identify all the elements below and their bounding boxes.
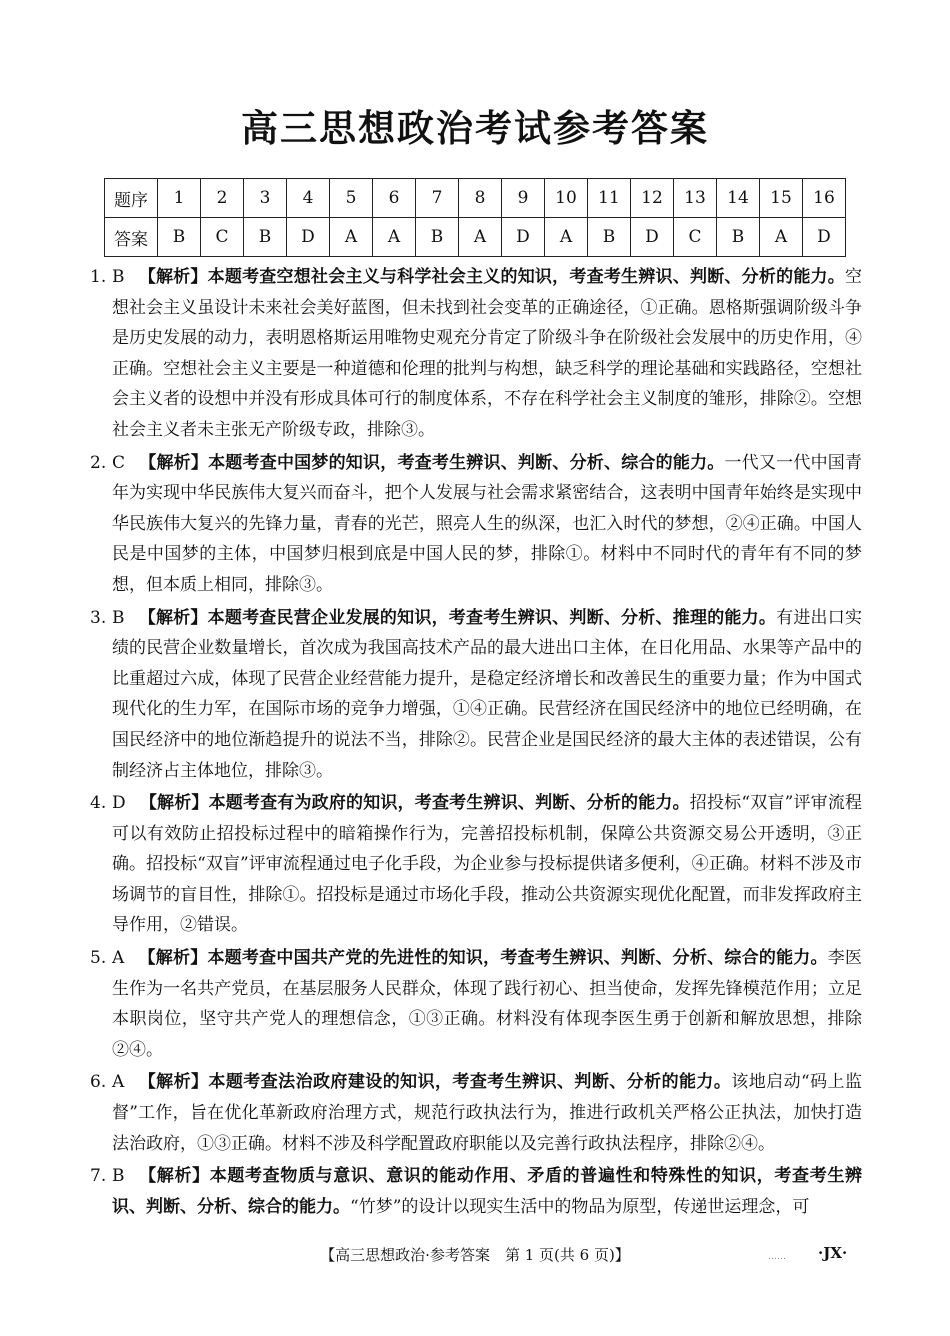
item-number: 4. [90, 793, 107, 814]
explanation-item [90, 603, 862, 787]
item-analysis-heading: 【解析】本题考查空想社会主义与科学社会主义的知识，考查考生辨识、判断、分析的能力。 [138, 267, 845, 287]
item-number: 5. [90, 948, 107, 969]
answer-cell: A [760, 218, 803, 257]
answer-cell: D [803, 218, 846, 257]
item-analysis-heading: 【解析】本题考查物质与意识、意识的能动作用、矛盾的普遍性和特殊性的知识，考查考生辨识、判断、分析、综合的能力。 [112, 1166, 862, 1217]
question-number-cell: 13 [674, 179, 717, 218]
answer-cell: B [588, 218, 631, 257]
question-number-cell: 14 [717, 179, 760, 218]
page-title: 高三思想政治考试参考答案 [241, 107, 709, 150]
question-number-cell: 15 [760, 179, 803, 218]
answer-cell: B [158, 218, 201, 257]
answer-cell: B [717, 218, 760, 257]
explanation-list [90, 262, 862, 1224]
question-number-cell: 11 [588, 179, 631, 218]
item-number: 6. [90, 1072, 107, 1093]
item-answer: B [112, 607, 125, 628]
answer-cell: C [201, 218, 244, 257]
item-analysis-text: 招投标“双盲”评审流程可以有效防止招投标过程中的暗箱操作行为，完善招投标机制，保障公共资源交易公开透明，③正确。招投标“双盲”评审流程通过电子化手段，为企业参与投标提供诸多便利，④正确。材料不涉及市场调节的盲目性，排除①。招投标是通过市场化手段，推动公共资源实现优化配置，而非发挥政府主导作用，②错误。 [112, 793, 863, 936]
explanation-item [90, 1067, 862, 1159]
footer-code: ·JX· [818, 1244, 848, 1262]
answer-header: 答案 [105, 218, 158, 257]
item-number: 2. [90, 452, 107, 473]
item-number: 3. [90, 607, 107, 628]
explanation-item [90, 448, 862, 601]
question-number-cell: 5 [330, 179, 373, 218]
item-answer: A [112, 1072, 125, 1093]
item-analysis-text: 一代又一代中国青年为实现中华民族伟大复兴而奋斗，把个人发展与社会需求紧密结合，这表明中国青年始终是实现中华民族伟大复兴的先锋力量，青春的光芒，照亮人生的纵深，也汇入时代的梦想，②④正确。中国人民是中国梦的主体，中国梦归根到底是中国人民的梦，排除①。材料中不同时代的青年有不同的梦想，但本质上相同，排除③。 [112, 452, 863, 595]
item-analysis-text: 有进出口实绩的民营企业数量增长，首次成为我国高技术产品的最大进出口主体，在日化用品、水果等产品中的比重超过六成，体现了民营企业经营能力提升，是稳定经济增长和改善民生的重要力量；作为中国式现代化的生力军，在国际市场的竞争力增强，①④正确。民营经济在国民经济中的地位已经明确，在国民经济中的地位渐趋提升的说法不当，排除②。民营企业是国民经济的最大主体的表述错误，公有制经济占主体地位，排除③。 [112, 607, 862, 781]
answer-cell: D [631, 218, 674, 257]
answer-cell: B [416, 218, 459, 257]
item-analysis-text: “竹梦”的设计以现实生活中的物品为原型，传递世运理念，可 [350, 1196, 810, 1217]
item-answer: B [112, 267, 125, 287]
item-answer: A [112, 948, 125, 969]
item-analysis-text: 该地启动“码上监督”工作，旨在优化革新政府治理方式，规范行政执法行为，推进行政机关严格公正执法，加快打造法治政府，①③正确。材料不涉及科学配置政府职能以及完善行政执法程序，排除②④。 [112, 1072, 862, 1154]
item-analysis-heading: 【解析】本题考查中国梦的知识，考查考生辨识、判断、分析、综合的能力。 [139, 452, 725, 473]
item-analysis-heading: 【解析】本题考查有为政府的知识，考查考生辨识、判断、分析的能力。 [139, 793, 690, 814]
item-analysis-text: 空想社会主义虽设计未来社会美好蓝图，但未找到社会变革的正确途径，①正确。恩格斯强调阶级斗争是历史发展的动力，表明恩格斯运用唯物史观充分肯定了阶级斗争在阶级社会发展中的历史作用，④正确。空想社会主义主要是一种道德和伦理的批判与构想，缺乏科学的理论基础和实践路径，空想社会主义者的设想中并没有形成具体可行的制度体系，不存在科学社会主义制度的雏形，排除②。空想社会主义者未主张无产阶级专政，排除③。 [112, 267, 862, 440]
explanation-item [90, 1161, 862, 1222]
answer-cell: A [330, 218, 373, 257]
item-answer: B [112, 1166, 125, 1187]
answer-table [104, 178, 846, 257]
footer-dots: …… [768, 1252, 786, 1262]
question-number-cell: 1 [158, 179, 201, 218]
answer-row [105, 218, 846, 257]
question-number-header: 题序 [105, 179, 158, 218]
question-number-cell: 3 [244, 179, 287, 218]
answer-cell: A [459, 218, 502, 257]
answer-cell: D [502, 218, 545, 257]
answer-cell: D [287, 218, 330, 257]
item-answer: C [112, 452, 126, 473]
answer-cell: B [244, 218, 287, 257]
item-analysis-text: 李医生作为一名共产党员，在基层服务人民群众，体现了践行初心、担当使命，发挥先锋模范作用；立足本职岗位，坚守共产党人的理想信念，①③正确。材料没有体现李医生勇于创新和解放思想，排除②④。 [112, 948, 863, 1060]
question-number-cell: 16 [803, 179, 846, 218]
answer-cell: C [674, 218, 717, 257]
explanation-item [90, 943, 862, 1065]
item-analysis-heading: 【解析】本题考查民营企业发展的知识，考查考生辨识、判断、分析、推理的能力。 [138, 607, 777, 628]
question-number-cell: 7 [416, 179, 459, 218]
question-number-cell: 2 [201, 179, 244, 218]
question-number-cell: 12 [631, 179, 674, 218]
item-analysis-heading: 【解析】本题考查法治政府建设的知识，考查考生辨识、判断、分析的能力。 [138, 1072, 732, 1093]
item-number: 1. [90, 267, 107, 287]
question-number-cell: 10 [545, 179, 588, 218]
explanation-item [90, 262, 862, 446]
answer-cell: A [373, 218, 416, 257]
explanation-item [90, 788, 862, 941]
question-number-cell: 4 [287, 179, 330, 218]
question-number-cell: 6 [373, 179, 416, 218]
item-number: 7. [90, 1166, 107, 1187]
item-analysis-heading: 【解析】本题考查中国共产党的先进性的知识，考查考生辨识、判断、分析、综合的能力。 [138, 948, 828, 969]
question-number-row [105, 179, 846, 218]
page-footer: 【高三思想政治·参考答案 第 1 页(共 6 页)】 [320, 1246, 630, 1264]
answer-cell: A [545, 218, 588, 257]
question-number-cell: 8 [459, 179, 502, 218]
item-answer: D [112, 793, 126, 814]
question-number-cell: 9 [502, 179, 545, 218]
